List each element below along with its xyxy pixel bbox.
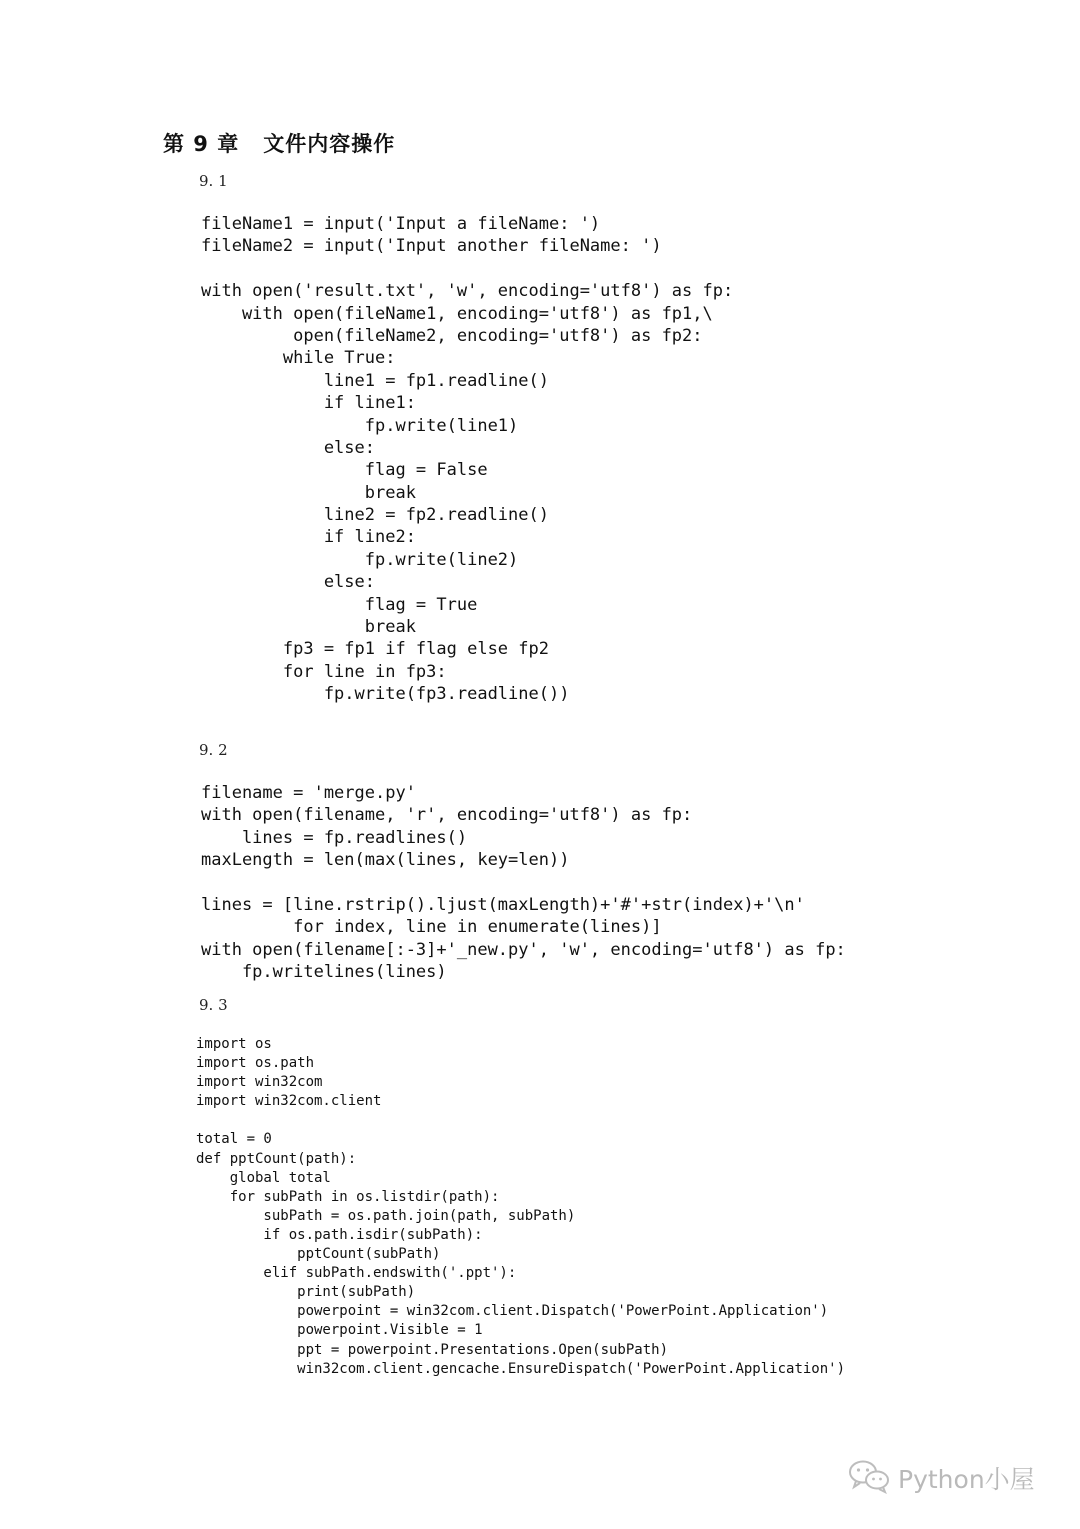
- code-line: line1 = fp1.readline(): [201, 370, 549, 391]
- wechat-icon: [848, 1458, 890, 1498]
- code-line: import os: [196, 1036, 272, 1052]
- code-line: for index, line in enumerate(lines)]: [201, 917, 662, 938]
- code-line: fp.write(line2): [201, 549, 519, 570]
- code-line: fileName1 = input('Input a fileName: '): [201, 214, 601, 234]
- code-line: flag = True: [201, 594, 478, 615]
- code-line: ppt = powerpoint.Presentations.Open(subPath): [196, 1341, 669, 1358]
- code-line: fp.write(fp3.readline()): [201, 684, 570, 705]
- code-line: [196, 1111, 845, 1130]
- code-line: def pptCount(path):: [196, 1150, 357, 1167]
- code-line: maxLength = len(max(lines, key=len)): [201, 850, 570, 871]
- code-line: filename = 'merge.py': [201, 783, 416, 803]
- code-line: if line1:: [201, 393, 416, 414]
- code-line: powerpoint.Visible = 1: [196, 1322, 483, 1339]
- code-line: open(fileName2, encoding='utf8') as fp2:: [201, 325, 703, 346]
- chapter-number: 第 9 章: [163, 132, 240, 156]
- code-line: fp3 = fp1 if flag else fp2: [201, 639, 549, 660]
- code-line: with open(fileName1, encoding='utf8') as fp1,\: [201, 303, 713, 324]
- code-line: [201, 872, 846, 894]
- code-line: global total: [196, 1169, 331, 1186]
- code-line: [201, 258, 733, 280]
- code-line: import win32com.client: [196, 1093, 382, 1110]
- code-line: for subPath in os.listdir(path):: [196, 1188, 500, 1205]
- code-line: powerpoint = win32com.client.Dispatch('PowerPoint.Application'): [196, 1303, 829, 1320]
- code-line: subPath = os.path.join(path, subPath): [196, 1207, 576, 1224]
- code-line: fileName2 = input('Input another fileName: '): [201, 236, 662, 257]
- code-line: fp.write(line1): [201, 415, 519, 436]
- code-line: with open(filename, 'r', encoding='utf8') as fp:: [201, 805, 693, 826]
- code-line: lines = [line.rstrip().ljust(maxLength)+'#'+str(index)+'\n': [201, 894, 805, 915]
- code-line: for line in fp3:: [201, 661, 447, 682]
- section-label-9-3: 9. 3: [199, 996, 228, 1014]
- code-block-9-1: [201, 213, 733, 706]
- code-line: with open('result.txt', 'w', encoding='utf8') as fp:: [201, 281, 734, 302]
- code-line: else:: [201, 437, 375, 458]
- code-line: import os.path: [196, 1055, 315, 1072]
- code-line: pptCount(subPath): [196, 1246, 441, 1263]
- code-line: win32com.client.gencache.EnsureDispatch('PowerPoint.Application'): [196, 1360, 846, 1377]
- code-line: import win32com: [196, 1074, 323, 1091]
- code-line: break: [201, 482, 416, 503]
- code-line: if line2:: [201, 527, 416, 548]
- watermark: [848, 1458, 1035, 1498]
- code-line: with open(filename[:-3]+'_new.py', 'w', encoding='utf8') as fp:: [201, 939, 846, 960]
- code-line: elif subPath.endswith('.ppt'):: [196, 1265, 517, 1282]
- watermark-text: Python小屋: [898, 1465, 1035, 1494]
- code-line: lines = fp.readlines(): [201, 827, 468, 848]
- code-line: if os.path.isdir(subPath):: [196, 1226, 483, 1243]
- code-line: flag = False: [201, 460, 488, 481]
- code-line: total = 0: [196, 1131, 272, 1148]
- code-line: else:: [201, 572, 375, 593]
- code-block-9-2: [201, 782, 846, 984]
- code-line: break: [201, 617, 416, 638]
- code-line: fp.writelines(lines): [201, 962, 447, 983]
- section-label-9-1: 9. 1: [199, 172, 228, 190]
- code-block-9-3: [196, 1035, 845, 1379]
- code-line: line2 = fp2.readline(): [201, 505, 549, 526]
- chapter-title: [163, 128, 395, 158]
- section-label-9-2: 9. 2: [199, 741, 228, 759]
- chapter-title-text: 文件内容操作: [263, 132, 396, 156]
- code-line: while True:: [201, 348, 396, 369]
- code-line: print(subPath): [196, 1284, 416, 1301]
